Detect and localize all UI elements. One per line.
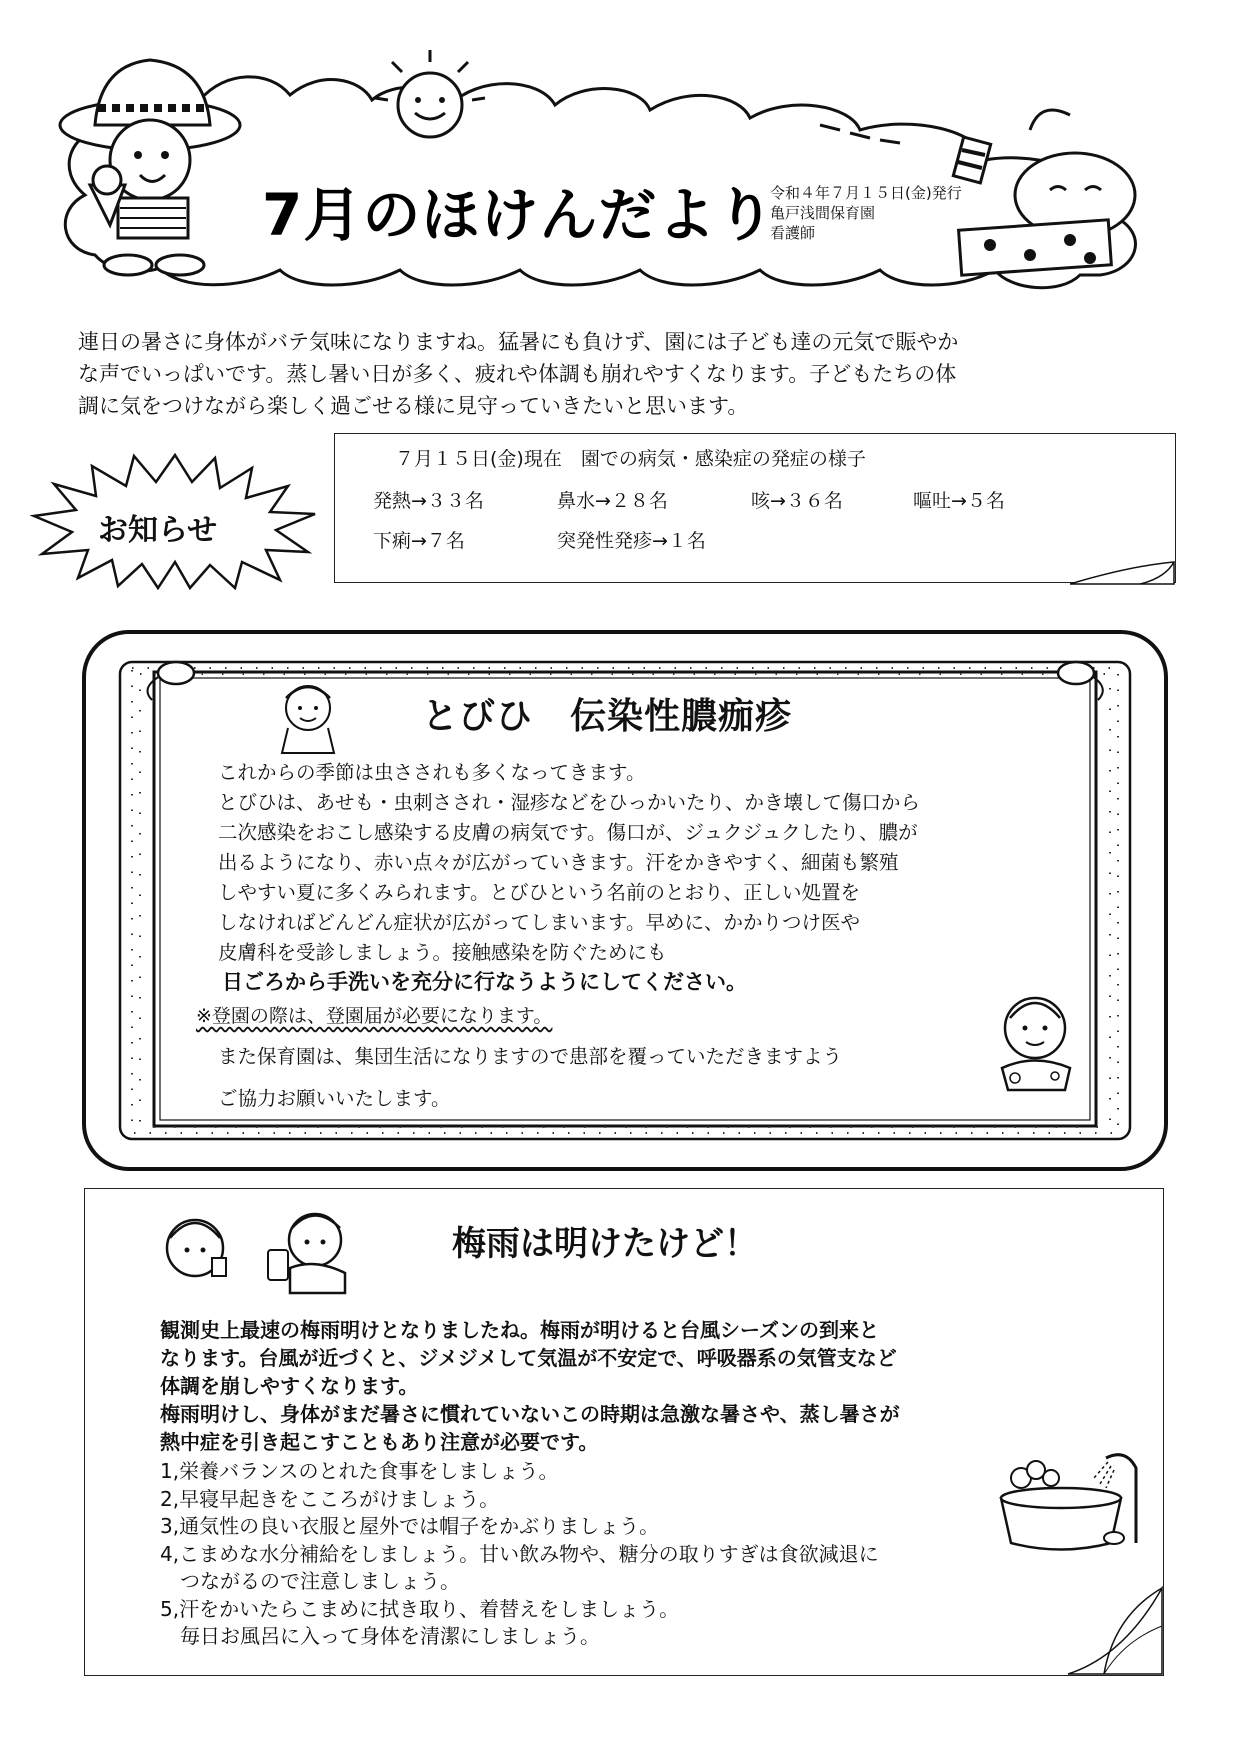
list-item: 毎日お風呂に入って身体を清潔にしましょう。 [160, 1624, 600, 1648]
list-item: 5,汗をかいたらこまめに拭き取り、着替えをしましょう。 [160, 1596, 680, 1621]
page-title: 7月のほけんだより [262, 181, 776, 249]
list-item: 2,早寝早起きをこころがけましょう。 [160, 1486, 500, 1511]
list-item: つながるので注意しましょう。 [160, 1569, 460, 1593]
list-item: 3,通気性の良い衣服と屋外では帽子をかぶりましょう。 [160, 1514, 660, 1538]
wash-basin-icon [996, 1448, 1146, 1558]
impetigo-line: しやすい夏に多くみられます。とびひという名前のとおり、正しい処置を [218, 881, 860, 904]
author: 看護師 [770, 224, 816, 242]
stat-runny-nose: 鼻水→２８名 [557, 490, 668, 512]
page-curl-icon [1054, 1586, 1166, 1678]
school-name: 亀戸浅間保育園 [770, 204, 876, 222]
impetigo-line: しなければどんどん症状が広がってしまいます。早めに、かかりつけ医や [218, 911, 860, 934]
tips-list [160, 1458, 879, 1651]
rain-line: 梅雨明けし、身体がまだ暑さに慣れていないこの時期は急激な暑さや、蒸し暑さが [160, 1402, 900, 1426]
impetigo-line: これからの季節は虫さされも多くなってきます。 [218, 761, 646, 784]
impetigo-line: 二次感染をおこし感染する皮膚の病気です。傷口が、ジュクジュクしたり、膿が [218, 821, 918, 844]
notice-label: お知らせ [98, 513, 218, 548]
intro-paragraph [78, 326, 1158, 422]
list-item: 1,栄養バランスのとれた食事をしましょう。 [160, 1459, 559, 1483]
attendance-note: ※登園の際は、登園届が必要になります。 [196, 1005, 553, 1027]
impetigo-title: とびひ 伝染性膿痂疹 [422, 696, 793, 737]
publication-info [770, 183, 962, 243]
stat-vomit: 嘔吐→５名 [913, 490, 1005, 512]
children-drinking-icon [150, 1198, 380, 1298]
rain-line: 体調を崩しやすくなります。 [160, 1374, 419, 1398]
stat-roseola: 突発性発疹→１名 [557, 530, 706, 552]
stats-heading: ７月１５日(金)現在 園での病気・感染症の発症の様子 [395, 448, 866, 470]
intro-line: 連日の暑さに身体がバテ気味になりますね。猛暑にも負けず、園には子ども達の元気で賑やか [78, 330, 959, 354]
stat-fever: 発熱→３３名 [373, 490, 484, 512]
impetigo-line: 出るようになり、赤い点々が広がっていきます。汗をかきやすく、細菌も繁殖 [218, 851, 899, 874]
intro-line: な声でいっぱいです。蒸し暑い日が多く、疲れや体調も崩れやすくなります。子どもたちの体 [78, 362, 957, 386]
intro-line: 調に気をつけながら楽しく過ごせる様に見守っていきたいと思います。 [78, 394, 749, 418]
rain-line: 観測史上最速の梅雨明けとなりましたね。梅雨が明けると台風シーズンの到来と [160, 1318, 879, 1342]
list-item: 4,こまめな水分補給をしましょう。甘い飲み物や、糖分の取りすぎは食欲減退に [160, 1541, 879, 1566]
stat-cough: 咳→３６名 [751, 490, 843, 512]
rainy-season-title: 梅雨は明けたけど！ [452, 1224, 758, 1264]
impetigo-closing: また保育園は、集団生活になりますので患部を覆っていただきますよう [218, 1045, 843, 1068]
impetigo-line: 皮膚科を受診しましょう。接触感染を防ぐためにも [218, 941, 667, 964]
rainy-season-intro [160, 1316, 900, 1456]
header-cloud-illustration [0, 0, 1241, 300]
rain-line: なります。台風が近づくと、ジメジメして気温が不安定で、呼吸器系の気管支など [160, 1346, 897, 1370]
stat-diarrhea: 下痢→７名 [373, 530, 465, 552]
illness-stats-box [334, 433, 1176, 583]
rain-line: 熱中症を引き起こすこともあり注意が必要です。 [160, 1430, 599, 1454]
impetigo-closing: ご協力お願いいたします。 [218, 1087, 451, 1110]
impetigo-body [218, 758, 920, 968]
issue-date: 令和４年７月１５日(金)発行 [770, 184, 962, 202]
handwashing-emphasis: 日ごろから手洗いを充分に行なうようにしてください。 [222, 970, 747, 994]
impetigo-line: とびひは、あせも・虫刺さされ・湿疹などをひっかいたり、かき壊して傷口から [218, 791, 921, 814]
page-curl-icon [1070, 560, 1178, 586]
handwashing-child-icon [1002, 998, 1070, 1090]
